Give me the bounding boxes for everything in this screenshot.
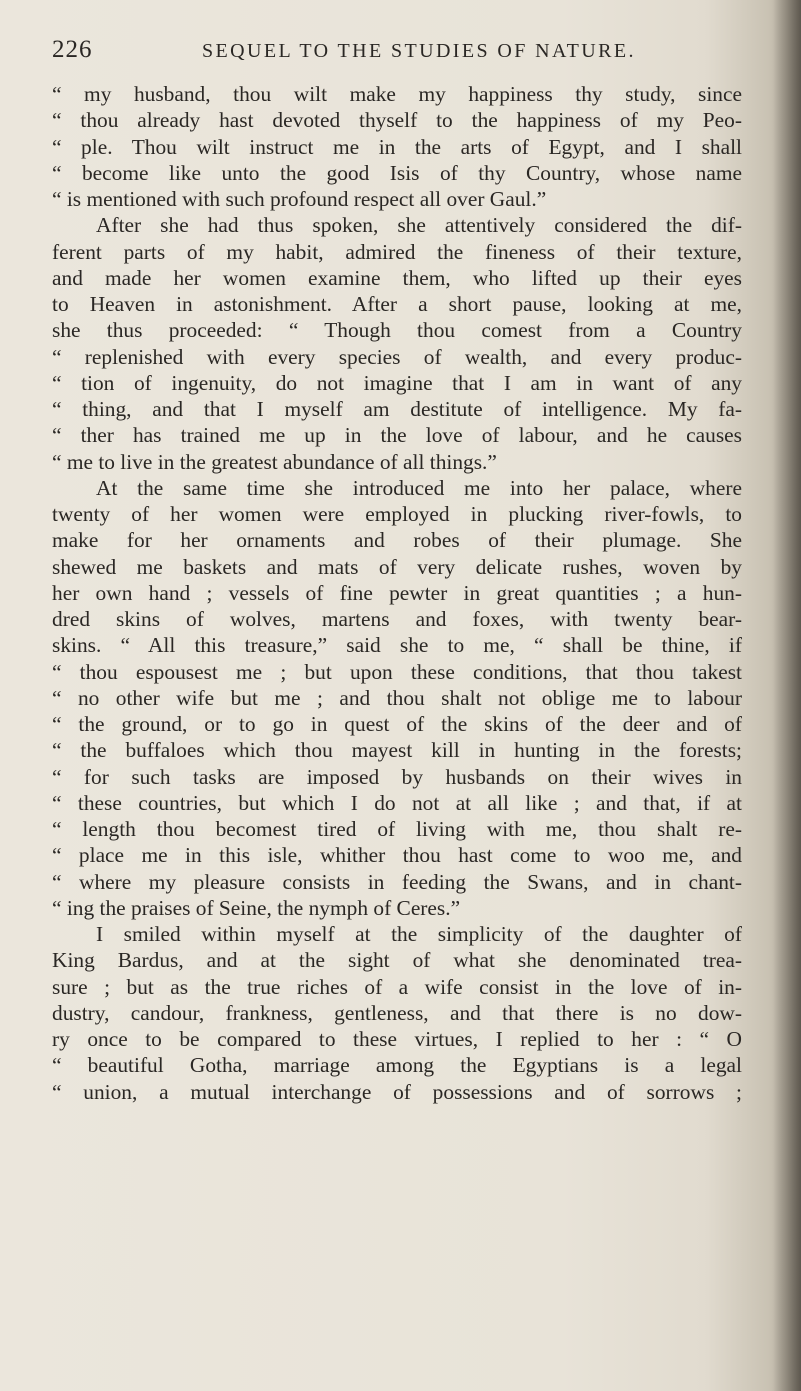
text-line: twenty of her women were employed in plucking river-fowls, to — [52, 502, 742, 526]
text-line: to Heaven in astonishment. After a short pause, looking at me, — [52, 292, 742, 316]
text-line: dred skins of wolves, martens and foxes, with twenty bear- — [52, 607, 742, 631]
text-line: “ the buffaloes which thou mayest kill in hunting in the forests; — [52, 738, 742, 763]
text-line: “ the ground, or to go in quest of the skins of the deer and of — [52, 712, 742, 736]
text-line: her own hand ; vessels of fine pewter in great quantities ; a hun- — [52, 580, 742, 605]
text-line: “ thing, and that I myself am destitute of intelligence. My fa- — [52, 397, 742, 421]
text-line: ry once to be compared to these virtues, I replied to her : “ O — [52, 1027, 742, 1051]
text-line: sure ; but as the true riches of a wife consist in the love of in- — [52, 974, 742, 999]
text-line: and made her women examine them, who lifted up their eyes — [52, 265, 742, 290]
text-line: I smiled within myself at the simplicity of the daughter of — [96, 922, 742, 946]
text-line: “ thou espousest me ; but upon these conditions, that thou takest — [52, 659, 742, 684]
text-line: dustry, candour, frankness, gentleness, and that there is no dow- — [52, 1000, 742, 1025]
text-line: “ no other wife but me ; and thou shalt not oblige me to labour — [52, 685, 742, 710]
text-line: King Bardus, and at the sight of what she denominated trea- — [52, 948, 742, 973]
body-text — [52, 81, 742, 1105]
text-line: “ these countries, but which I do not at all like ; and that, if at — [52, 790, 742, 815]
page-spine-shadow — [773, 0, 801, 1391]
text-line: shewed me baskets and mats of very delicate rushes, woven by — [52, 554, 742, 579]
text-line: “ ing the praises of Seine, the nymph of Ceres.” — [52, 895, 461, 920]
text-line: “ my husband, thou wilt make my happiness thy study, since — [52, 82, 742, 106]
text-line: “ replenished with every species of wealth, and every produc- — [52, 344, 742, 369]
running-title: SEQUEL TO THE STUDIES OF NATURE. — [202, 40, 636, 62]
page-number: 226 — [52, 36, 93, 63]
text-line: “ is mentioned with such profound respect all over Gaul.” — [52, 187, 547, 211]
text-line: “ thou already hast devoted thyself to the happiness of my Peo- — [52, 108, 742, 133]
text-line: “ for such tasks are imposed by husbands on their wives in — [52, 764, 742, 789]
text-line: “ ther has trained me up in the love of labour, and he causes — [52, 423, 742, 448]
text-line: “ beautiful Gotha, marriage among the Egyptians is a legal — [52, 1053, 742, 1078]
text-line: “ place me in this isle, whither thou hast come to woo me, and — [52, 843, 742, 868]
text-line: make for her ornaments and robes of their plumage. She — [52, 528, 742, 553]
text-line: “ where my pleasure consists in feeding the Swans, and in chant- — [52, 869, 742, 894]
text-line: At the same time she introduced me into her palace, where — [96, 475, 742, 500]
text-line: skins. “ All this treasure,” said she to me, “ shall be thine, if — [52, 633, 742, 658]
text-line: ferent parts of my habit, admired the fineness of their texture, — [52, 239, 742, 264]
text-line: she thus proceeded: “ Though thou comest from a Country — [52, 318, 742, 343]
text-line: “ tion of ingenuity, do not imagine that I am in want of any — [52, 370, 742, 395]
text-line: “ union, a mutual interchange of possessions and of sorrows ; — [52, 1079, 742, 1104]
text-line: “ length thou becomest tired of living with me, thou shalt re- — [52, 817, 742, 841]
text-line: “ ple. Thou wilt instruct me in the arts of Egypt, and I shall — [52, 134, 742, 159]
text-line: After she had thus spoken, she attentively considered the dif- — [96, 213, 742, 238]
text-line: “ become like unto the good Isis of thy Country, whose name — [52, 160, 742, 185]
text-line: “ me to live in the greatest abundance of all things.” — [52, 449, 497, 474]
page-header — [52, 34, 752, 74]
